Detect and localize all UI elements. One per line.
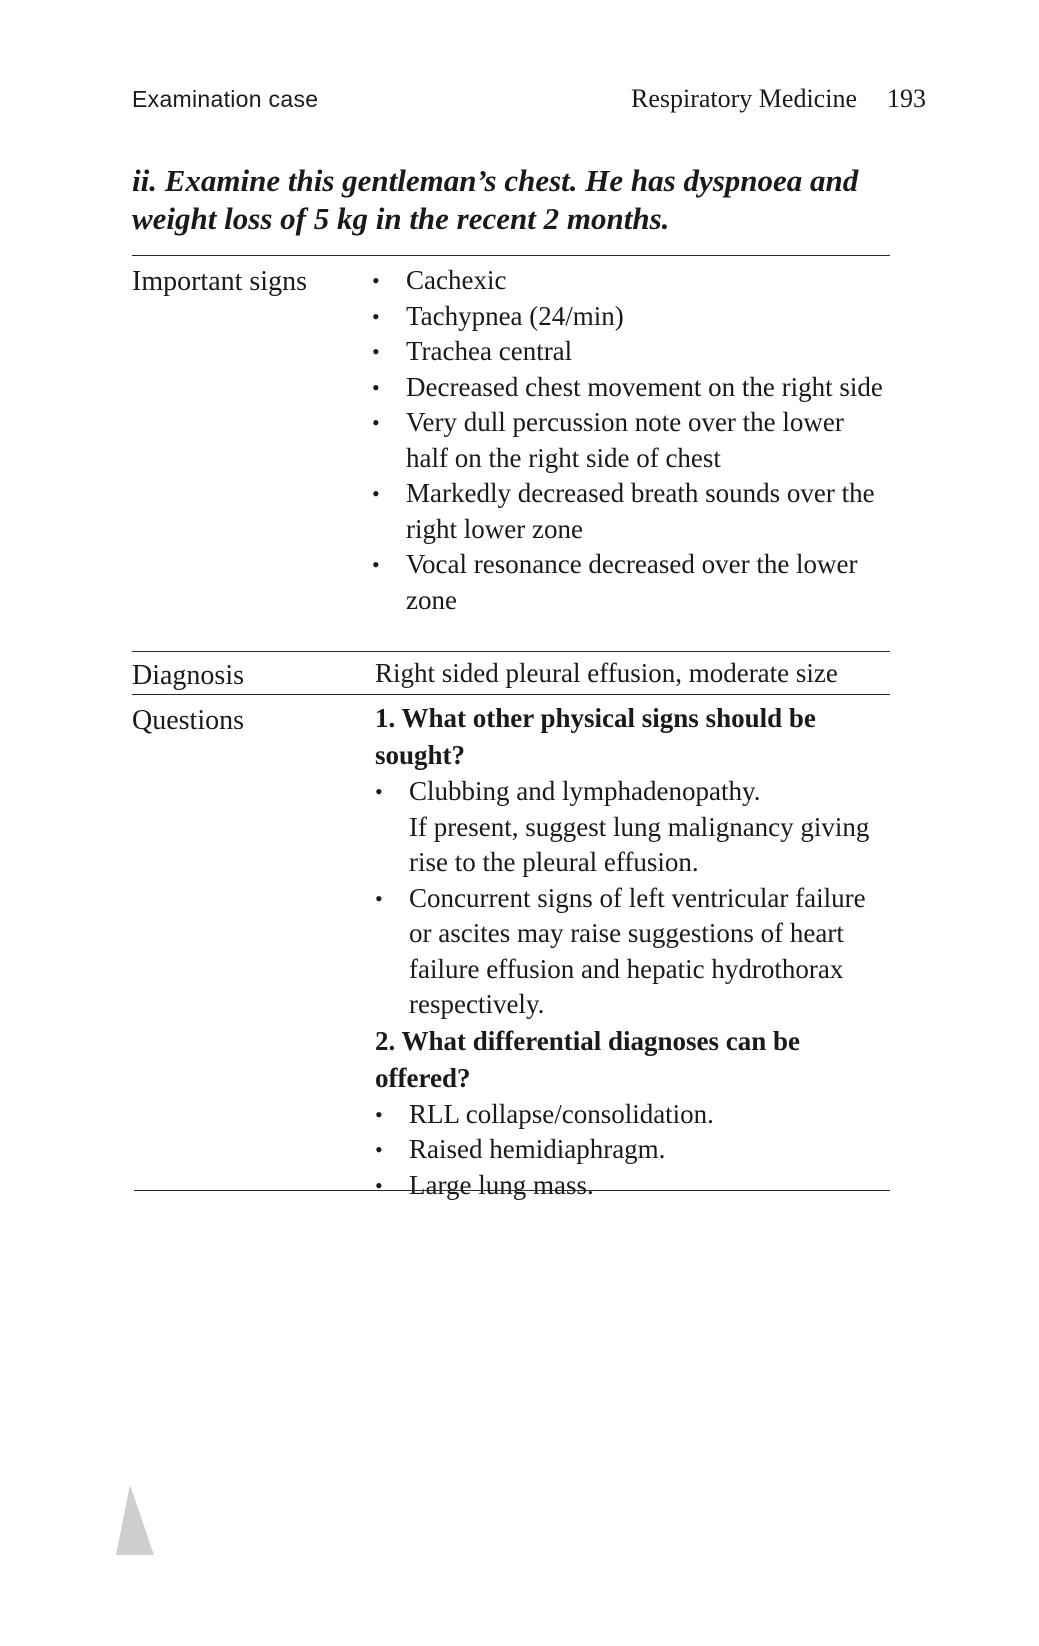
question-1: 1. What other physical signs should be sought? — [375, 703, 816, 770]
list-item: • Raised hemidiaphragm. — [375, 1132, 880, 1168]
questions-label: Questions — [132, 705, 244, 736]
list-item: • RLL collapse/consolidation. — [375, 1097, 880, 1133]
list-item: • Tachypnea (24/min) — [372, 299, 892, 335]
list-item: • Markedly decreased breath sounds over the right lower zone — [372, 476, 892, 547]
question-1-answers — [375, 774, 880, 1023]
answer-text: If present, suggest lung malignancy giving rise to the pleural effusion. — [409, 811, 870, 877]
diagnosis-bottom-rule — [132, 694, 890, 695]
table-bottom-rule — [134, 1190, 890, 1191]
list-item: • Cachexic — [372, 263, 892, 299]
running-head — [132, 84, 926, 116]
question-2-answers — [375, 1097, 880, 1204]
important-signs-content — [372, 263, 892, 618]
question-2: 2. What differential diagnoses can be offered? — [375, 1025, 801, 1093]
answer-text: • Clubbing and lymphadenopathy. — [409, 776, 761, 806]
table-top-rule — [132, 255, 890, 256]
list-item: • Decreased chest movement on the right side — [372, 370, 892, 406]
scan-artifact — [116, 1485, 154, 1555]
list-item: • Trachea central — [372, 334, 892, 370]
important-signs-label: Important signs — [132, 266, 307, 297]
list-item — [375, 774, 880, 881]
diagnosis-label: Diagnosis — [132, 660, 244, 691]
important-signs-list — [372, 263, 892, 618]
questions-content — [375, 700, 880, 1203]
list-item: • Concurrent signs of left ventricular failure or ascites may raise suggestions of heart failure effusion and hepatic hydrothorax respectively. — [375, 881, 880, 1023]
subject-title: Respiratory Medicine — [631, 84, 857, 113]
list-item: • Very dull percussion note over the lower half on the right side of chest — [372, 405, 892, 476]
page-number: 193 — [887, 84, 926, 113]
list-item: • Vocal resonance decreased over the lower zone — [372, 547, 892, 618]
list-item: • Large lung mass. — [375, 1168, 880, 1204]
running-head-right — [631, 84, 926, 114]
section-label: Examination case — [132, 86, 319, 112]
signs-bottom-rule — [132, 651, 890, 652]
case-title: ii. Examine this gentleman’s chest. He has dyspnoea and weight loss of 5 kg in the recent 2 months. — [132, 163, 859, 236]
diagnosis-text: Right sided pleural effusion, moderate size — [375, 658, 838, 688]
